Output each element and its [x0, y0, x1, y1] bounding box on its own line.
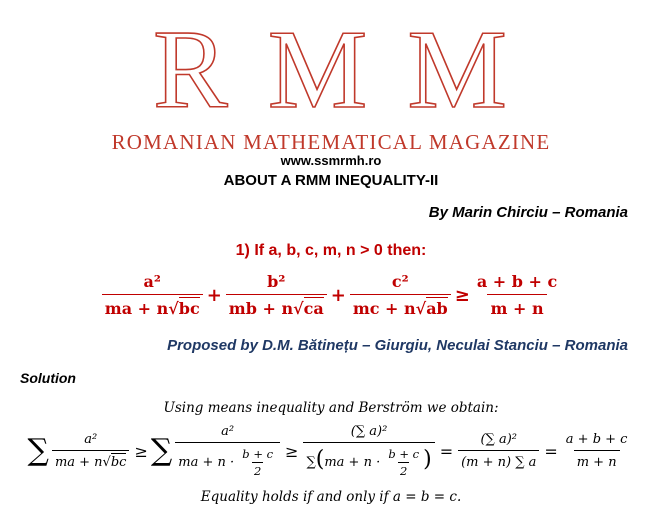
rmm-logo [0, 8, 662, 132]
geq-sign: ≥ [285, 441, 299, 461]
term-c-denominator: mc + n√ab [350, 294, 451, 318]
magazine-name: ROMANIAN MATHEMATICAL MAGAZINE [111, 130, 551, 154]
geq-sign: ≥ [454, 284, 470, 306]
term-a-denominator: ma + n√bc [102, 294, 203, 318]
rhs-numerator: a + b + c [476, 272, 558, 291]
half-sum-fraction: $\frac{b + c}{2}$ [242, 447, 274, 478]
main-inequality [0, 272, 662, 318]
logo-letter-m1: M [267, 8, 370, 132]
step3-fraction: (∑ a)² ∑(ma + n · $\frac{b + c}{2}$ ) [303, 424, 434, 478]
step2-fraction: a² ma + n · $\frac{b + c}{2}$ [175, 424, 280, 478]
equals-sign: = [544, 441, 558, 461]
plus-sign: + [330, 284, 346, 306]
step1-fraction: $\frac{\text{a²}}{ma + n√bc}$ [52, 432, 130, 470]
sigma-symbol: ∑ [27, 433, 49, 468]
term-c-numerator: c² [391, 272, 409, 291]
website-url[interactable]: www.ssmrmh.ro [280, 153, 382, 168]
equality-condition: Equality holds if and only if a = b = c. [200, 489, 462, 505]
page-title: ABOUT A RMM INEQUALITY-II [223, 172, 439, 189]
equals-sign: = [439, 441, 454, 461]
problem-intro: 1) If a, b, c, m, n > 0 then: [235, 242, 427, 259]
term-b [226, 272, 327, 318]
step4-fraction: $\frac{\text{(∑ a)²}}{(m + n) \sum a}$ [458, 432, 539, 470]
step5-fraction: $\frac{a + b + c}{m + n}$ [565, 432, 628, 470]
solution-heading: Solution [20, 370, 76, 386]
author-line: By Marin Chirciu – Romania [428, 204, 628, 221]
rhs-denominator: m + n [487, 294, 546, 318]
rhs-fraction [474, 272, 560, 318]
term-c [350, 272, 451, 318]
term-a-numerator: a² [143, 272, 161, 291]
logo-letter-r: R [153, 8, 230, 132]
logo-letter-m2: M [407, 8, 509, 132]
means-text: Using means inequality and Berström we obtain: [163, 400, 499, 416]
term-b-numerator: b² [267, 272, 286, 291]
solution-chain [10, 424, 650, 478]
sigma-symbol: ∑ [150, 433, 173, 468]
half-sum-fraction: $\frac{b + c}{2}$ [388, 447, 420, 478]
term-b-denominator: mb + n√ca [226, 294, 327, 318]
term-a [102, 272, 203, 318]
proposed-by: Proposed by D.M. Bătinețu – Giurgiu, Neculai Stanciu – Romania [167, 337, 628, 354]
geq-sign: ≥ [134, 441, 148, 461]
plus-sign: + [206, 284, 222, 306]
